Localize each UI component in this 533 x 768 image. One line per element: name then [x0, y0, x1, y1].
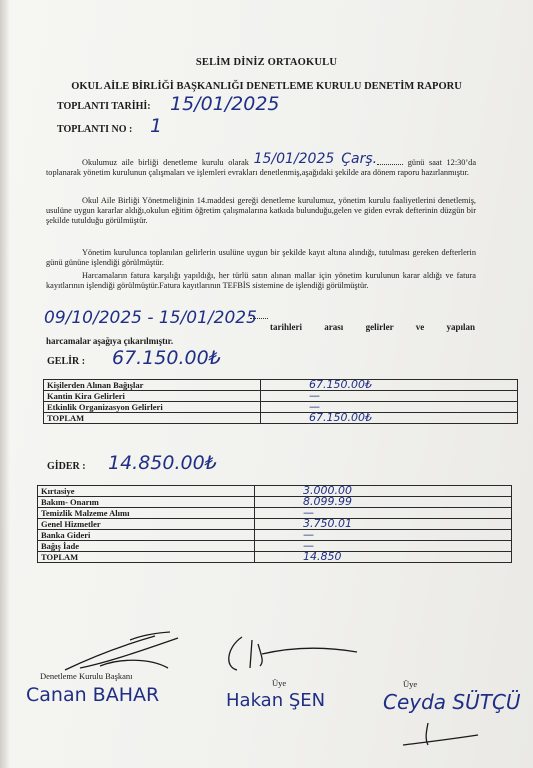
- expense-row-value: 14.850: [255, 552, 512, 563]
- expense-row-value: —: [255, 541, 512, 552]
- expense-row-name: Banka Gideri: [38, 530, 255, 541]
- expense-row-value: —: [255, 530, 512, 541]
- income-row: [44, 413, 518, 424]
- chair-name: Canan BAHAR: [26, 684, 160, 706]
- expense-row: [38, 519, 512, 530]
- member1-name: Hakan ŞEN: [226, 690, 326, 711]
- income-row-name: Kişilerden Alınan Bağışlar: [44, 380, 261, 391]
- period-value: 09/10/2025 - 15/01/2025: [44, 308, 257, 328]
- paragraph-4: [46, 271, 476, 291]
- paragraph-1: [46, 151, 477, 178]
- income-label: GELİR :: [47, 356, 86, 367]
- income-row: [44, 391, 518, 402]
- income-row-value: 67.150.00₺: [261, 380, 518, 391]
- member2-name: Ceyda SÜTÇÜ: [383, 690, 521, 714]
- period-text-b: harcamalar aşağıya çıkarılmıştır.: [46, 336, 174, 346]
- meeting-no-value: 1: [150, 115, 163, 137]
- income-row-value: 67.150.00₺: [261, 413, 518, 424]
- expense-row-name: Bakım- Onarım: [38, 497, 255, 508]
- expense-row-value: 3.000.00: [255, 486, 512, 497]
- paragraph-3: [46, 248, 476, 268]
- income-row-name: TOPLAM: [44, 413, 261, 424]
- income-row-name: Etkinlik Organizasyon Gelirleri: [44, 402, 261, 413]
- paragraph-2: [46, 196, 476, 226]
- expense-row: [38, 508, 512, 519]
- member1-signature-mark: [222, 632, 362, 677]
- expense-table: [37, 485, 512, 563]
- expense-row-name: TOPLAM: [38, 552, 255, 563]
- income-row-value: —: [261, 402, 518, 413]
- expense-row-value: 3.750.01: [255, 519, 512, 530]
- p3-text: Yönetim kurulunca toplanılan gelirlerin usulüne uygun bir şekilde kayıt altına alındığı, tutulması gereken defterlerin günü gününe işlendiği görülmüştür.: [46, 248, 476, 267]
- p1-text-b: günü saat 12:30’da toplanarak yönetim kurulunun çalışmaları ve işlemleri evrakları denetlenmiş,aşağıdaki şekilde ara dönem raporu hazırlanmıştır.: [46, 158, 477, 177]
- p1-date-value: 15/01/2025 Çarş.: [253, 151, 378, 167]
- meeting-date-value: 15/01/2025: [170, 93, 280, 115]
- page-shadow: [0, 0, 10, 768]
- member2-signature-mark: [398, 715, 488, 750]
- school-name: SELİM DİNİZ ORTAOKULU: [195, 57, 338, 68]
- expense-row-name: Bağış İade: [38, 541, 255, 552]
- member2-role: Üye: [403, 679, 418, 689]
- expense-row: [38, 497, 512, 508]
- p4-text: Harcamaların fatura karşılığı yapıldığı, her türlü satın alınan mallar için yönetim kurulunun karar aldığı ve fatura kayıtlarının işlendiği görülmüştür.Fatura kayıtlarının TEFBİS sistemine de işlendiği görülmüştür.: [46, 271, 476, 290]
- income-row-name: Kantin Kira Gelirleri: [44, 391, 261, 402]
- period-text-a: tarihleri arası gelirler ve yapılan: [270, 322, 475, 332]
- expense-row: [38, 552, 512, 563]
- income-row: [44, 402, 518, 413]
- report-title: OKUL AİLE BİRLİĞİ BAŞKANLIĞI DENETLEME KURULU DENETİM RAPORU: [71, 81, 462, 92]
- expense-row-name: Kırtasiye: [38, 486, 255, 497]
- expense-row-name: Genel Hizmetler: [38, 519, 255, 530]
- expense-row: [38, 541, 512, 552]
- p1-dots: [377, 164, 403, 165]
- expense-total-hand: 14.850.00₺: [108, 452, 217, 474]
- p1-text-a: Okulumuz aile birliği denetleme kurulu olarak: [82, 158, 249, 167]
- chair-role: Denetleme Kurulu Başkanı: [40, 671, 133, 681]
- p2-text: Okul Aile Birliği Yönetmeliğinin 14.maddesi gereği denetleme kurulumuz, yönetim kurulu faaliyetlerini denetlemiş, usulüne uygun kararlar aldığı,okulun eğitim öğretim çalışmalarına katkıda bulunduğu,gelen ve giden evrak defterinin düzgün bir şekilde tutulduğu görülmüştür.: [46, 196, 476, 225]
- expense-row-value: 8.099.99: [255, 497, 512, 508]
- income-row: [44, 380, 518, 391]
- meeting-no-label: TOPLANTI NO :: [57, 124, 133, 135]
- expense-row-value: —: [255, 508, 512, 519]
- income-table: [43, 379, 518, 424]
- income-total-hand: 67.150.00₺: [112, 347, 221, 369]
- expense-row: [38, 530, 512, 541]
- meeting-date-label: TOPLANTI TARİHİ:: [57, 101, 151, 112]
- period-dots: [250, 318, 268, 319]
- expense-row: [38, 486, 512, 497]
- member1-role: Üye: [272, 678, 287, 688]
- expense-row-name: Temizlik Malzeme Alımı: [38, 508, 255, 519]
- income-row-value: —: [261, 391, 518, 402]
- expense-label: GİDER :: [47, 461, 86, 472]
